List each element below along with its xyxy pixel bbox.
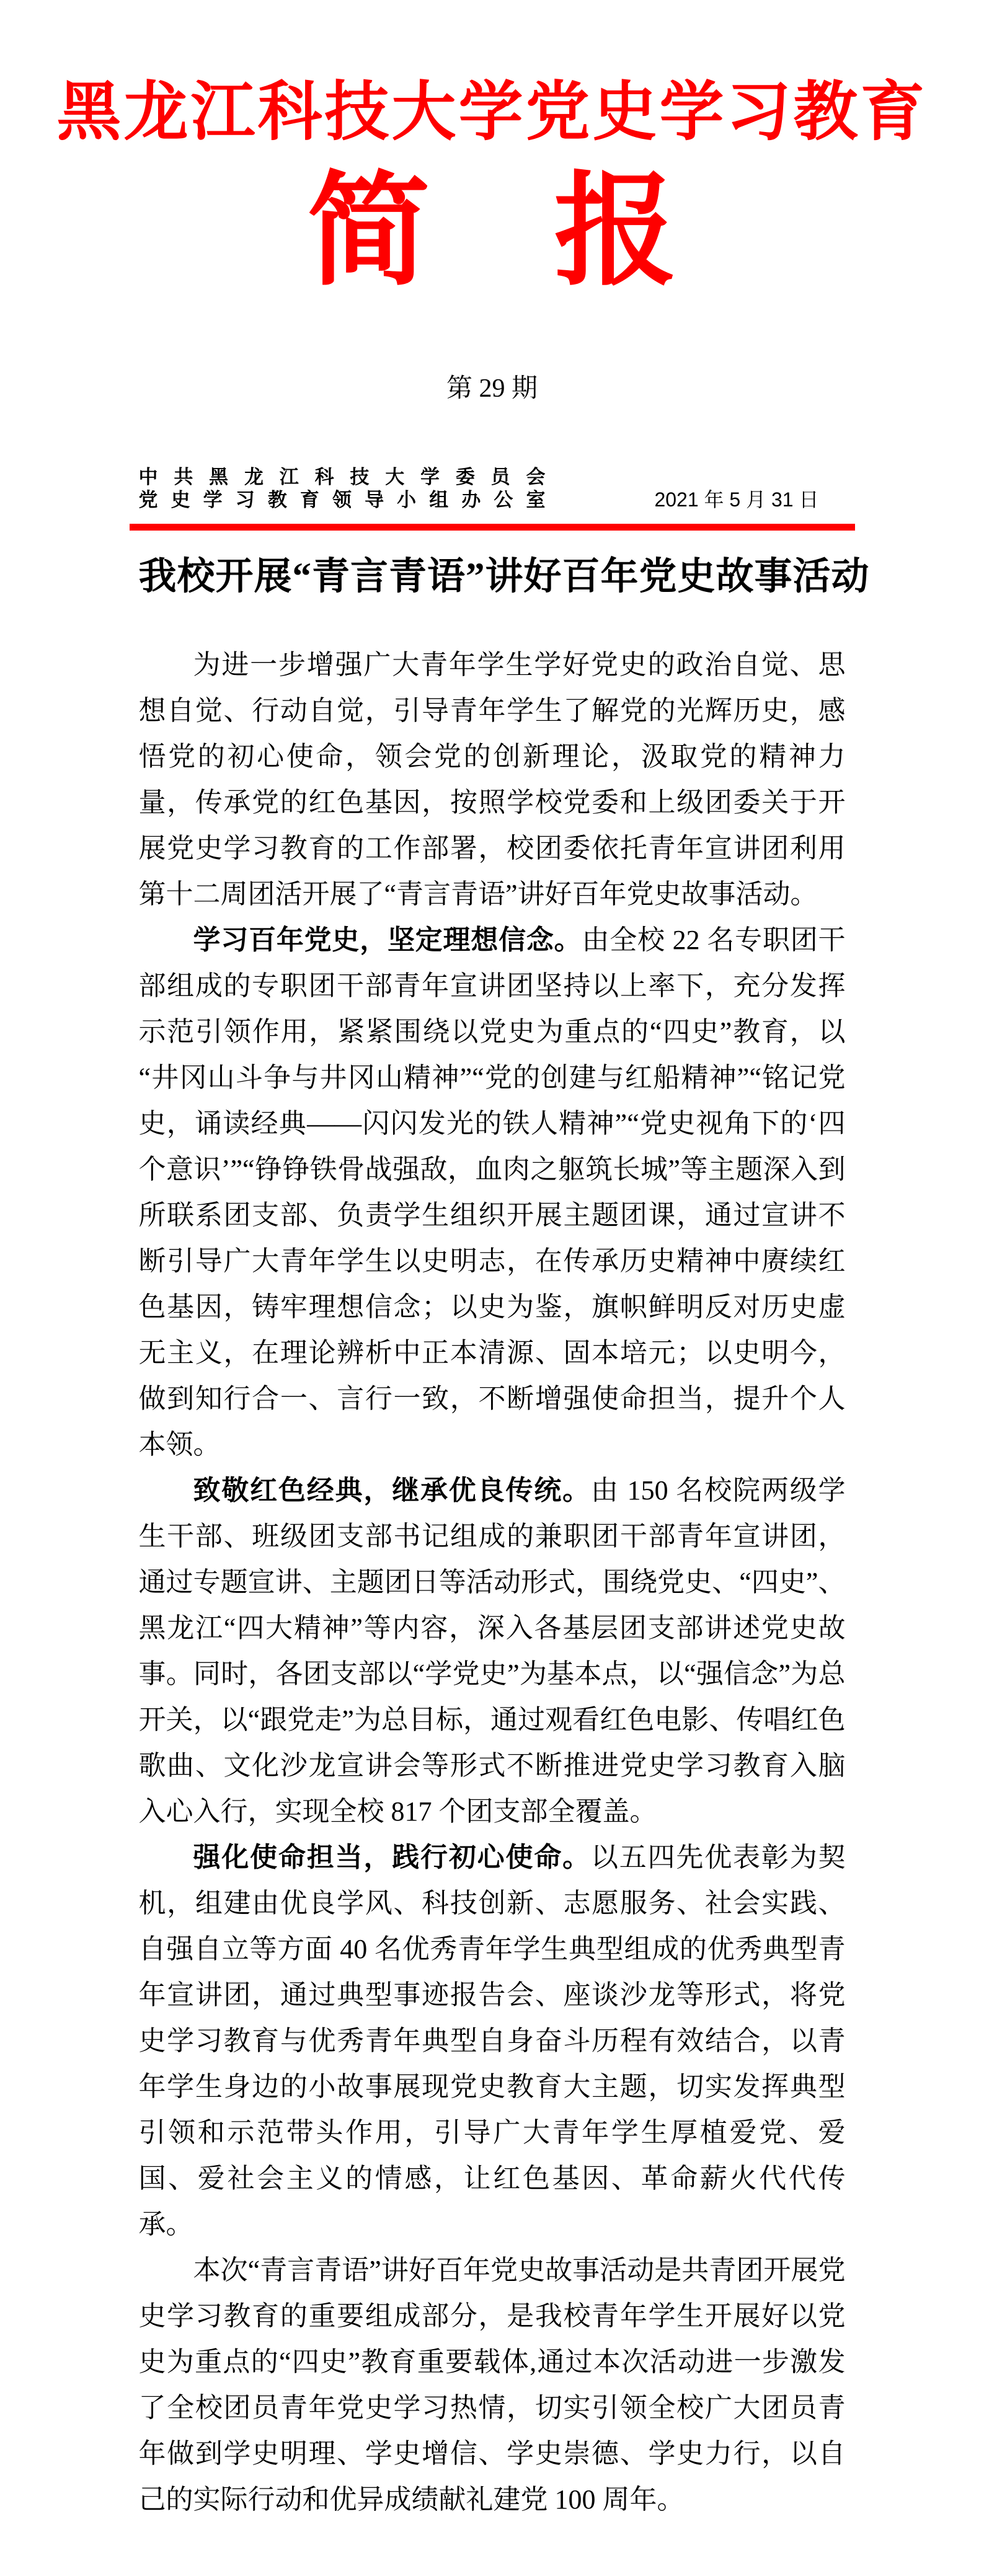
bulletin-title-char: 报 [554, 162, 677, 299]
paragraph-text: 由全校 22 名专职团干部组成的专职团干部青年宣讲团坚持以上率下，充分发挥示范引领作用，紧紧围绕以党史为重点的“四史”教育，以“井冈山斗争与井冈山精神”“党的创建与红船精神”“铭记党史，诵读经典——闪闪发光的铁人精神”“党史视角下的‘四个意识’”“铮铮铁骨战强敌，血肉之躯筑长城”等主题深入到所联系团支部、负责学生组织开展主题团课，通过宣讲不断引导广大青年学生以史明志，在传承历史精神中赓续红色基因，铸牢理想信念；以史为鉴，旗帜鲜明反对历史虚无主义，在理论辨析中正本清源、固本培元；以史明今，做到知行合一、言行一致，不断增强使命担当，提升个人本领。 [138, 925, 846, 1460]
paragraph-text: 本次“青言青语”讲好百年党史故事活动是共青团开展党史学习教育的重要组成部分，是我校青年学生开展好以党史为重点的“四史”教育重要载体,通过本次活动进一步激发了全校团员青年党史学习热情，切实引领全校广大团员青年做到学史明理、学史增信、学史崇德、学史力行，以自己的实际行动和优异成绩献礼建党 100 周年。 [138, 2255, 846, 2515]
paragraph [139, 1468, 846, 1835]
paragraph-lead: 强化使命担当，践行初心使命。 [193, 1842, 591, 1872]
paragraph-text: 以五四先优表彰为契机，组建由优良学风、科技创新、志愿服务、社会实践、自强自立等方面 40 名优秀青年学生典型组成的优秀典型青年宣讲团，通过典型事迹报告会、座谈沙龙等形式，将党史学习教育与优秀青年典型自身奋斗历程有效结合，以青年学生身边的小故事展现党史教育大主题，切实发挥典型引领和示范带头作用，引导广大青年学生厚植爱党、爱国、爱社会主义的情感，让红色基因、革命薪火代代传承。 [138, 1842, 846, 2239]
bulletin-title-char: 简 [307, 162, 430, 299]
publisher-line-office: 党史学习教育领导小组办公室 [138, 489, 546, 511]
masthead [0, 69, 984, 402]
masthead-title: 黑龙江科技大学党史学习教育 [56, 77, 928, 148]
paragraph [139, 642, 846, 917]
article-headline: 我校开展“青言青语”讲好百年党史故事活动 [138, 556, 870, 598]
issue-number: 第 29 期 [446, 374, 538, 403]
publisher-info [139, 465, 546, 511]
publisher-row [139, 465, 846, 511]
bulletin-title [0, 162, 984, 299]
article-body [139, 642, 846, 2523]
paragraph [139, 917, 846, 1468]
paragraph [139, 1835, 846, 2247]
paragraph-lead: 学习百年党史，坚定理想信念。 [193, 925, 582, 955]
paragraph-text: 由 150 名校院两级学生干部、班级团支部书记组成的兼职团干部青年宣讲团，通过专题宣讲、主题团日等活动形式，围绕党史、“四史”、黑龙江“四大精神”等内容，深入各基层团支部讲述党史故事。同时，各团支部以“学党史”为基本点，以“强信念”为总开关，以“跟党走”为总目标，通过观看红色电影、传唱红色歌曲、文化沙龙宣讲会等形式不断推进党史学习教育入脑入心入行，实现全校 817 个团支部全覆盖。 [138, 1475, 846, 1827]
paragraph-lead: 致敬红色经典，继承优良传统。 [193, 1475, 591, 1506]
paragraph-text: 为进一步增强广大青年学生学好党史的政治自觉、思想自觉、行动自觉，引导青年学生了解党的光辉历史，感悟党的初心使命，领会党的创新理论，汲取党的精神力量，传承党的红色基因，按照学校党委和上级团委关于开展党史学习教育的工作部署，校团委依托青年宣讲团利用第十二周团活开展了“青言青语”讲好百年党史故事活动。 [138, 650, 846, 909]
article [138, 556, 870, 2523]
publisher-line-committee: 中共黑龙江科技大学委员会 [138, 466, 546, 488]
paragraph [139, 2247, 846, 2523]
issue-date: 2021 年 5 月 31 日 [654, 488, 819, 511]
red-divider-rule [130, 524, 855, 531]
